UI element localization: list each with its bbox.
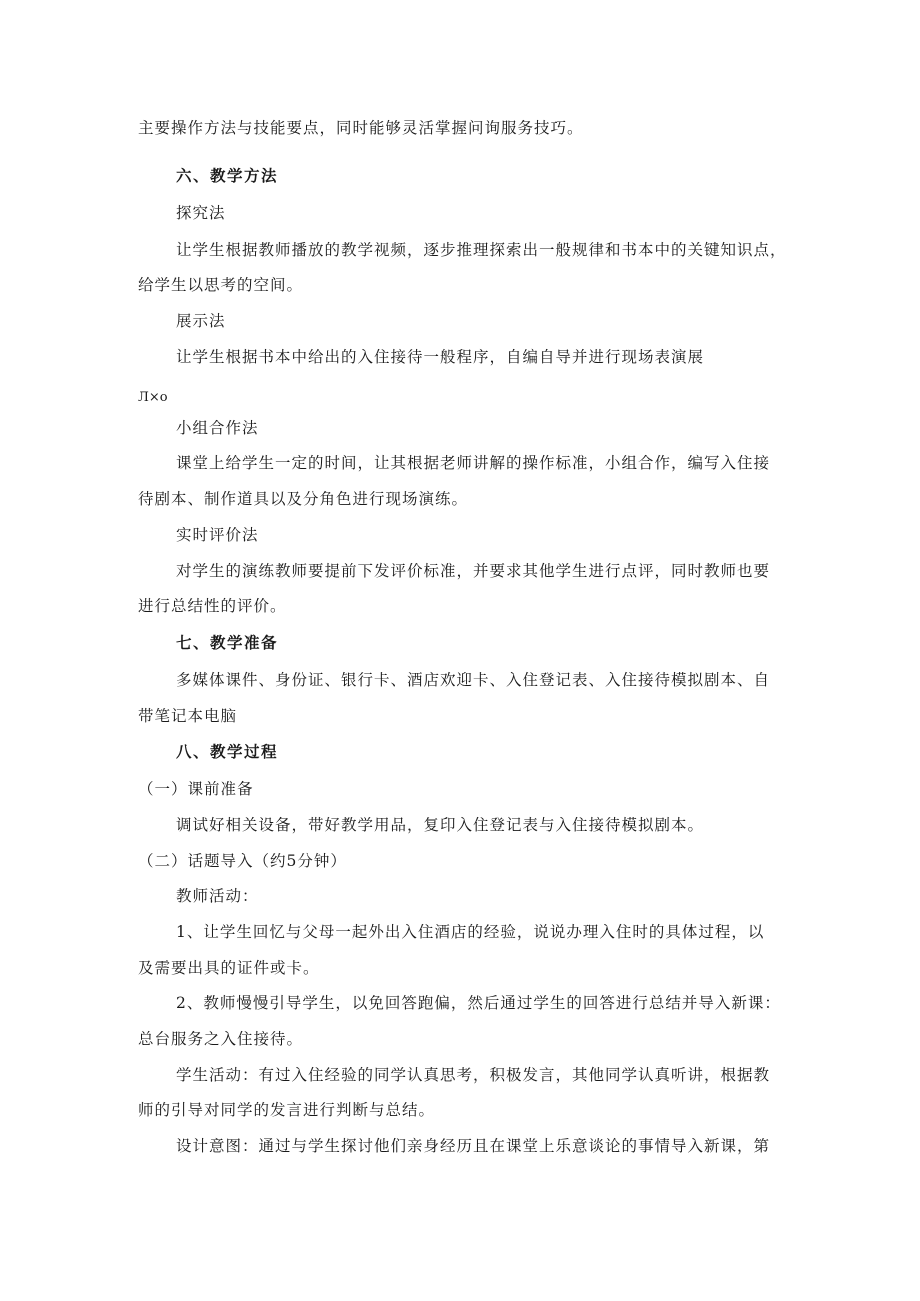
text-line: 教师活动：: [176, 887, 259, 905]
subsection-heading: （一）课前准备: [138, 780, 254, 798]
text-line: 1、让学生回忆与父母一起外出入住酒店的经验，说说办理入住时的具体过程，以: [176, 923, 765, 941]
text-line: 设计意图：通过与学生探讨他们亲身经历且在课堂上乐意谈论的事情导入新课，第: [176, 1137, 771, 1155]
subheading: 展示法: [176, 312, 226, 330]
section-heading: 八、教学过程: [176, 742, 279, 761]
text-line: 2、教师慢慢引导学生，以免回答跑偏，然后通过学生的回答进行总结并导入新课：: [176, 994, 781, 1012]
text-line: 多媒体课件、身份证、银行卡、酒店欢迎卡、入住登记表、入住接待模拟剧本、自: [176, 671, 771, 689]
text-line: 进行总结性的评价。: [138, 597, 287, 615]
text-line: 让学生根据教师播放的教学视频，逐步推理探索出一般规律和书本中的关键知识点，: [176, 241, 787, 259]
subsection-heading: （二）话题导入（约5分钟）: [138, 852, 347, 870]
subheading: 探究法: [176, 204, 226, 222]
section-heading: 六、教学方法: [176, 166, 279, 185]
text-line: 师的引导对同学的发言进行判断与总结。: [138, 1101, 436, 1119]
text-line: 给学生以思考的空间。: [138, 276, 304, 294]
text-line: 带笔记本电脑: [138, 707, 238, 725]
text-line: 调试好相关设备，带好教学用品，复印入住登记表与入住接待模拟剧本。: [176, 816, 705, 834]
text-line: 让学生根据书本中给出的入住接待一般程序，自编自导并进行现场表演展: [176, 348, 705, 366]
text-line: 课堂上给学生一定的时间，让其根据老师讲解的操作标准，小组合作，编写入住接: [176, 454, 771, 472]
subheading: 实时评价法: [176, 526, 259, 544]
text-line: 主要操作方法与技能要点，同时能够灵活掌握问询服务技巧。: [138, 119, 584, 137]
subheading: 小组合作法: [176, 419, 259, 437]
text-line: 对学生的演练教师要提前下发评价标准，并要求其他学生进行点评，同时教师也要: [176, 562, 771, 580]
text-line: 学生活动：有过入住经验的同学认真思考，积极发言，其他同学认真听讲，根据教: [176, 1066, 771, 1084]
text-line: 总台服务之入住接待。: [138, 1030, 304, 1048]
text-line: 及需要出具的证件或卡。: [138, 959, 320, 977]
section-heading: 七、教学准备: [176, 633, 279, 652]
text-line: Л×o: [138, 390, 168, 405]
text-line: 待剧本、制作道具以及分角色进行现场演练。: [138, 490, 469, 508]
